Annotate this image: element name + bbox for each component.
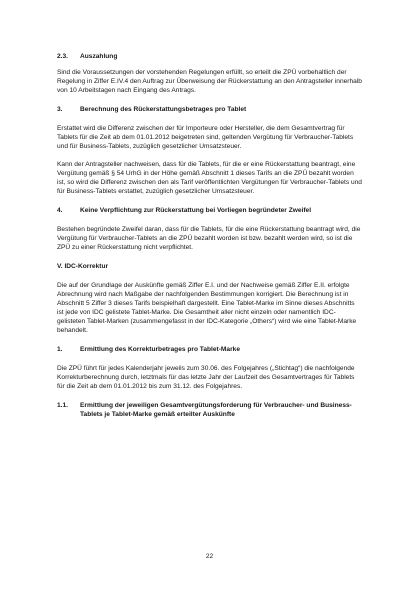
section-title: Berechnung des Rückerstattungsbetrages pro Tablet [80, 106, 247, 113]
section-2-3-body [57, 68, 363, 95]
section-v-body [57, 281, 363, 335]
section-3 [57, 105, 363, 114]
section-4 [57, 206, 363, 215]
section-heading [57, 52, 363, 61]
section-number: 1. [57, 346, 63, 353]
section-3-body-2 [57, 160, 363, 196]
section-title: Ermittlung des Korrekturbetrages pro Tablet-Marke [80, 346, 240, 353]
section-3-body-1 [57, 124, 363, 151]
section-1-body [57, 364, 363, 391]
paragraph: Bestehen begründete Zweifel daran, dass für die Tablets, für die eine Rückerstattung beantragt wird, die Vergütung für Verbraucher-Tablets an die ZPÜ bezahlt worden ist bzw. bezahlt werden wird, so ist die ZPÜ zu einer Rückerstattung nicht verpflichtet. [57, 226, 361, 251]
page-content [57, 52, 363, 426]
paragraph: Die auf der Grundlage der Auskünfte gemäß Ziffer E.I. und der Nachweise gemäß Ziffer E.II. erfolgte Abrechnung wird nach Maßgabe der nachfolgenden Bestimmungen korrigiert. Die Berechnung ist in Abschnitt 5 Ziffer 3 dieses Tarifs beispielhaft dargestellt. Eine Tablet-Marke im Sinne dieses Abschnitts ist jede von IDC gelistete Tablet-Marke. Die Gesamtheit aller nicht einzeln oder namentlich IDC-gelisteten Tablet-Marken (zusammengefasst in der IDC-Kategorie „Others“) wird wie eine Tablet-Marke behandelt. [57, 282, 357, 334]
section-heading [57, 206, 363, 215]
paragraph: Die ZPÜ führt für jedes Kalenderjahr jeweils zum 30.06. des Folgejahres („Stichtag“) die nachfolgende Korrekturberechnung durch, letztmals für das letzte Jahr der Laufzeit des Gesamtvertrages für Tablets für die Zeit ab dem 01.01.2012 bis zum 31.12. des Folgejahres. [57, 365, 355, 390]
paragraph: Kann der Antragsteller nachweisen, dass für die Tablets, für die er eine Rückerstattung beantragt, eine Vergütung gemäß § 54 UrhG in der Höhe gemäß Abschnitt 1 dieses Tarifs an die ZPÜ bezahlt worden ist, so wird die Differenz zwischen den als Tarif veröffentlichten Vergütungen für Verbraucher-Tablets und für Business-Tablets erstattet, zuzüglich gesetzlicher Umsatzsteuer. [57, 161, 362, 195]
section-title: Ermittlung der jeweiligen Gesamtvergütungsforderung für Verbraucher- und Business-Tablets je Tablet-Marke gemäß erteilter Auskünfte [80, 402, 352, 418]
section-number: 4. [57, 207, 63, 214]
section-heading [57, 105, 363, 114]
section-1 [57, 345, 363, 354]
section-v [57, 262, 363, 271]
section-title: Keine Verpflichtung zur Rückerstattung bei Vorliegen begründeter Zweifel [80, 207, 312, 214]
page-number: 22 [205, 553, 214, 560]
section-2-3 [57, 52, 363, 61]
paragraph: Erstattet wird die Differenz zwischen der für Importeure oder Hersteller, die dem Gesamtvertrag für Tablets für die Zeit ab dem 01.01.2012 beigetreten sind, geltenden Vergütung für Verbraucher-Tablets und für Business-Tablets, zuzüglich gesetzlicher Umsatzsteuer. [57, 125, 354, 150]
section-1-1 [57, 401, 363, 419]
section-heading [57, 345, 363, 354]
section-number: 2.3. [57, 53, 68, 60]
section-title: Auszahlung [80, 53, 118, 60]
paragraph: Sind die Voraussetzungen der vorstehenden Regelungen erfüllt, so erteilt die ZPÜ vorbehaltlich der Regelung in Ziffer E.IV.4 den Auftrag zur Überweisung der Rückerstattung an den Antragsteller innerhalb von 10 Arbeitstagen nach Eingang des Antrags. [57, 69, 362, 94]
section-number: 3. [57, 106, 63, 113]
section-number: 1.1. [57, 402, 68, 409]
section-4-body [57, 225, 363, 252]
section-heading: V. IDC-Korrektur [57, 263, 109, 270]
